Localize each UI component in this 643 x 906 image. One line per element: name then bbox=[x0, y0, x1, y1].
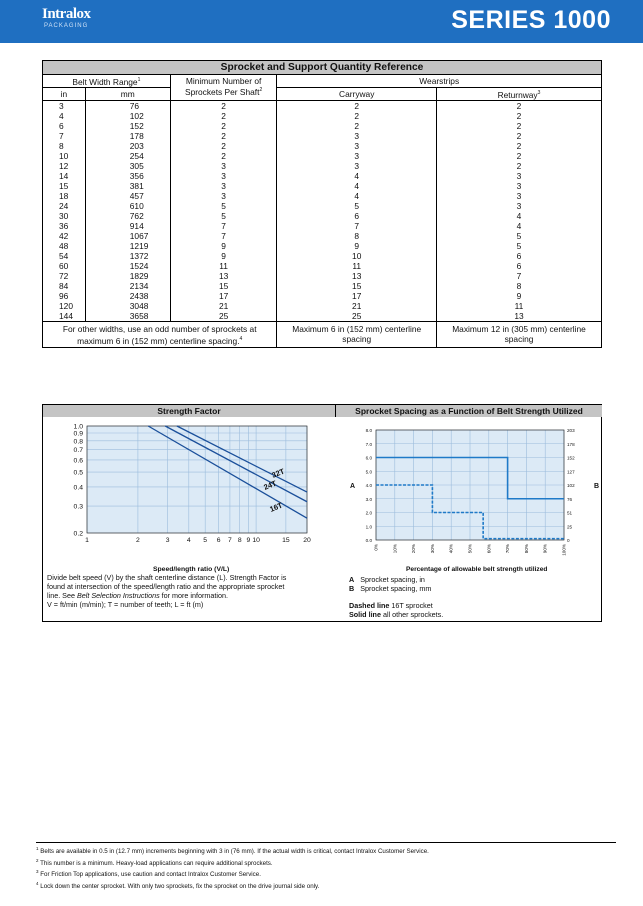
cell-min-sprockets: 13 bbox=[170, 271, 277, 281]
table-row bbox=[43, 151, 602, 161]
spacing-y-right-tick: 102 bbox=[567, 483, 575, 488]
strength-x-tick: 8 bbox=[237, 537, 242, 544]
table-body bbox=[43, 100, 602, 321]
col-unit-mm: mm bbox=[85, 87, 170, 100]
cell-min-sprockets: 3 bbox=[170, 171, 277, 181]
spacing-axis-b-label: B bbox=[594, 483, 600, 490]
table-row bbox=[43, 221, 602, 231]
table-row bbox=[43, 191, 602, 201]
spacing-y-right-tick: 76 bbox=[567, 496, 573, 502]
table-foot-carryway: Maximum 6 in (152 mm) centerline spacing bbox=[277, 321, 437, 348]
strength-x-tick: 15 bbox=[282, 537, 290, 544]
cell-min-sprockets: 3 bbox=[170, 161, 277, 171]
footnote: $^4$ Lock down the center sprocket. With only two sprockets, fix the sprocket on the drive journal side only. bbox=[36, 880, 320, 891]
strength-x-tick: 3 bbox=[165, 537, 170, 544]
spacing-x-tick: 90% bbox=[542, 544, 548, 554]
cell-carryway: 4 bbox=[277, 171, 437, 181]
legend-dashed: Dashed line 16T sprocket bbox=[349, 601, 433, 610]
series-title: SERIES 1000 bbox=[451, 6, 611, 34]
strength-x-tick: 7 bbox=[228, 537, 232, 544]
cell-returnway: 9 bbox=[437, 291, 602, 301]
cell-mm: 1067 bbox=[85, 231, 170, 241]
cell-mm: 2134 bbox=[85, 281, 170, 291]
table-row bbox=[43, 141, 602, 151]
cell-mm: 610 bbox=[85, 201, 170, 211]
cell-min-sprockets: 9 bbox=[170, 251, 277, 261]
cell-mm: 457 bbox=[85, 191, 170, 201]
table-row bbox=[43, 241, 602, 251]
spacing-y-right-tick: 178 bbox=[567, 441, 575, 447]
cell-carryway: 5 bbox=[277, 201, 437, 211]
cell-returnway: 4 bbox=[437, 221, 602, 231]
table-row bbox=[43, 161, 602, 171]
cell-in: 96 bbox=[43, 291, 86, 301]
cell-in: 10 bbox=[43, 151, 86, 161]
cell-min-sprockets: 2 bbox=[170, 131, 277, 141]
cell-min-sprockets: 2 bbox=[170, 111, 277, 121]
cell-in: 30 bbox=[43, 211, 86, 221]
cell-in: 84 bbox=[43, 281, 86, 291]
cell-mm: 1219 bbox=[85, 241, 170, 251]
col-unit-in: in bbox=[43, 87, 86, 100]
spacing-legend bbox=[349, 575, 443, 619]
table-row bbox=[43, 261, 602, 271]
cell-carryway: 25 bbox=[277, 311, 437, 322]
spacing-y-right-tick: 25 bbox=[567, 524, 573, 530]
col-wearstrips: Wearstrips bbox=[277, 75, 602, 88]
cell-mm: 76 bbox=[85, 100, 170, 111]
intralox-logo-subtext: PACKAGING bbox=[44, 23, 89, 29]
cell-returnway: 8 bbox=[437, 281, 602, 291]
strength-y-tick: 0.5 bbox=[73, 469, 83, 477]
cell-in: 48 bbox=[43, 241, 86, 251]
strength-curve-label: 24T bbox=[262, 478, 278, 492]
cell-min-sprockets: 3 bbox=[170, 181, 277, 191]
table-foot-other-widths: For other widths, use an odd number of sprockets at maximum 6 in (152 mm) centerline spacing.$^4$ bbox=[43, 321, 277, 348]
cell-returnway: 13 bbox=[437, 311, 602, 322]
cell-carryway: 3 bbox=[277, 141, 437, 151]
cell-returnway: 6 bbox=[437, 251, 602, 261]
sprocket-spacing-title: Sprocket Spacing as a Function of Belt Strength Utilized bbox=[336, 405, 602, 417]
table-row bbox=[43, 271, 602, 281]
cell-in: 42 bbox=[43, 231, 86, 241]
spacing-axis-a-label: A bbox=[350, 483, 356, 490]
table-row bbox=[43, 211, 602, 221]
legend-solid: Solid line all other sprockets. bbox=[349, 610, 444, 619]
cell-returnway: 2 bbox=[437, 151, 602, 161]
cell-returnway: 6 bbox=[437, 261, 602, 271]
table-row bbox=[43, 311, 602, 322]
strength-x-tick: 2 bbox=[136, 537, 140, 544]
cell-carryway: 2 bbox=[277, 100, 437, 111]
table-row bbox=[43, 301, 602, 311]
strength-y-tick: 0.8 bbox=[73, 438, 83, 446]
cell-returnway: 5 bbox=[437, 231, 602, 241]
cell-in: 7 bbox=[43, 131, 86, 141]
cell-in: 120 bbox=[43, 301, 86, 311]
cell-mm: 356 bbox=[85, 171, 170, 181]
cell-min-sprockets: 3 bbox=[170, 191, 277, 201]
cell-min-sprockets: 2 bbox=[170, 121, 277, 131]
cell-returnway: 3 bbox=[437, 191, 602, 201]
cell-mm: 762 bbox=[85, 211, 170, 221]
charts-panel bbox=[42, 404, 602, 622]
table-row bbox=[43, 100, 602, 111]
cell-carryway: 8 bbox=[277, 231, 437, 241]
spacing-y-right-tick: 203 bbox=[567, 428, 575, 433]
cell-carryway: 21 bbox=[277, 301, 437, 311]
cell-min-sprockets: 25 bbox=[170, 311, 277, 322]
cell-min-sprockets: 7 bbox=[170, 231, 277, 241]
page-header bbox=[0, 0, 643, 43]
spacing-x-tick: 30% bbox=[429, 544, 435, 554]
spacing-y-left-tick: 6.0 bbox=[365, 455, 372, 461]
cell-mm: 3658 bbox=[85, 311, 170, 322]
table-row bbox=[43, 251, 602, 261]
cell-min-sprockets: 5 bbox=[170, 201, 277, 211]
cell-min-sprockets: 17 bbox=[170, 291, 277, 301]
cell-min-sprockets: 21 bbox=[170, 301, 277, 311]
strength-curve-label: 32T bbox=[270, 466, 286, 480]
strength-y-tick: 0.6 bbox=[73, 457, 83, 465]
cell-mm: 152 bbox=[85, 121, 170, 131]
cell-in: 60 bbox=[43, 261, 86, 271]
cell-carryway: 3 bbox=[277, 131, 437, 141]
cell-min-sprockets: 2 bbox=[170, 141, 277, 151]
cell-mm: 305 bbox=[85, 161, 170, 171]
strength-y-tick: 0.7 bbox=[73, 447, 83, 455]
cell-carryway: 10 bbox=[277, 251, 437, 261]
table-row bbox=[43, 201, 602, 211]
cell-returnway: 5 bbox=[437, 241, 602, 251]
spacing-y-right-tick: 0 bbox=[567, 538, 570, 543]
table-row bbox=[43, 231, 602, 241]
strength-factor-title: Strength Factor bbox=[43, 405, 336, 417]
footnotes bbox=[36, 842, 616, 892]
strength-x-tick: 9 bbox=[246, 537, 251, 544]
cell-min-sprockets: 5 bbox=[170, 211, 277, 221]
spacing-y-left-tick: 0.0 bbox=[365, 538, 372, 543]
legend-b: B Sprocket spacing, mm bbox=[349, 584, 432, 593]
cell-in: 4 bbox=[43, 111, 86, 121]
spacing-x-tick: 50% bbox=[467, 544, 473, 554]
strength-x-tick: 10 bbox=[252, 537, 260, 544]
cell-in: 3 bbox=[43, 100, 86, 111]
cell-mm: 254 bbox=[85, 151, 170, 161]
table-row bbox=[43, 111, 602, 121]
table-row bbox=[43, 291, 602, 301]
cell-returnway: 2 bbox=[437, 100, 602, 111]
strength-y-tick: 0.4 bbox=[73, 484, 83, 492]
cell-in: 72 bbox=[43, 271, 86, 281]
spacing-y-right-tick: 51 bbox=[567, 510, 573, 516]
strength-x-tick: 4 bbox=[186, 537, 191, 544]
cell-carryway: 6 bbox=[277, 211, 437, 221]
cell-min-sprockets: 9 bbox=[170, 241, 277, 251]
cell-returnway: 2 bbox=[437, 111, 602, 121]
strength-y-tick: 1.0 bbox=[73, 423, 83, 431]
table-title: Sprocket and Support Quantity Reference bbox=[43, 61, 602, 75]
col-carryway: Carryway bbox=[277, 87, 437, 100]
col-belt-width: Belt Width Range$^1$ bbox=[43, 75, 171, 88]
spacing-x-tick: 40% bbox=[448, 544, 454, 554]
cell-mm: 914 bbox=[85, 221, 170, 231]
cell-mm: 3048 bbox=[85, 301, 170, 311]
cell-mm: 1372 bbox=[85, 251, 170, 261]
cell-mm: 178 bbox=[85, 131, 170, 141]
col-min-sprockets: Minimum Number of Sprockets Per Shaft$^2$ bbox=[170, 75, 277, 101]
cell-in: 8 bbox=[43, 141, 86, 151]
cell-carryway: 2 bbox=[277, 121, 437, 131]
sprocket-spacing-chart bbox=[336, 418, 602, 565]
table-row bbox=[43, 131, 602, 141]
strength-x-tick: 1 bbox=[85, 537, 89, 544]
spacing-x-tick: 60% bbox=[486, 544, 492, 554]
cell-mm: 102 bbox=[85, 111, 170, 121]
spacing-y-left-tick: 2.0 bbox=[365, 510, 372, 516]
footnote: $^3$ For Friction Top applications, use caution and contact Intralox Customer Service. bbox=[36, 869, 261, 879]
strength-y-tick: 0.9 bbox=[73, 430, 83, 438]
cell-in: 15 bbox=[43, 181, 86, 191]
cell-returnway: 2 bbox=[437, 121, 602, 131]
cell-min-sprockets: 2 bbox=[170, 151, 277, 161]
spacing-y-left-tick: 1.0 bbox=[365, 524, 372, 530]
cell-returnway: 7 bbox=[437, 271, 602, 281]
strength-xlabel: Speed/length ratio (V/L) bbox=[153, 566, 230, 573]
table-row bbox=[43, 281, 602, 291]
cell-mm: 2438 bbox=[85, 291, 170, 301]
cell-returnway: 11 bbox=[437, 301, 602, 311]
cell-returnway: 2 bbox=[437, 161, 602, 171]
cell-returnway: 3 bbox=[437, 201, 602, 211]
cell-returnway: 2 bbox=[437, 141, 602, 151]
spacing-x-tick: 0% bbox=[373, 544, 379, 551]
strength-description: Divide belt speed (V) by the shaft centerline distance (L). Strength Factor is found at intersection of the speed/length ratio and the appropriate sprocket line. See Belt Selection Instructions for more information. V = ft/min (m/min); T = number of teeth; L = ft (m) bbox=[47, 573, 287, 609]
cell-in: 12 bbox=[43, 161, 86, 171]
cell-min-sprockets: 15 bbox=[170, 281, 277, 291]
cell-returnway: 2 bbox=[437, 131, 602, 141]
strength-y-tick: 0.3 bbox=[73, 503, 83, 511]
footnote: $^2$ This number is a minimum. Heavy-load applications can require additional sprockets. bbox=[36, 857, 273, 867]
cell-in: 54 bbox=[43, 251, 86, 261]
spacing-x-tick: 80% bbox=[523, 544, 529, 554]
cell-carryway: 3 bbox=[277, 151, 437, 161]
spacing-y-left-tick: 8.0 bbox=[365, 428, 372, 433]
cell-in: 6 bbox=[43, 121, 86, 131]
intralox-logo: Intralox bbox=[42, 6, 91, 22]
cell-carryway: 7 bbox=[277, 221, 437, 231]
cell-carryway: 2 bbox=[277, 111, 437, 121]
spacing-y-left-tick: 7.0 bbox=[365, 441, 372, 447]
footnote: $^1$ Belts are available in 0.5 in (12.7 mm) increments beginning with 3 in (76 mm). If the actual width is critical, contact Intralox Customer Service. bbox=[36, 846, 429, 856]
cell-carryway: 17 bbox=[277, 291, 437, 301]
cell-min-sprockets: 2 bbox=[170, 100, 277, 111]
spacing-x-tick: 10% bbox=[392, 544, 398, 554]
strength-x-tick: 6 bbox=[216, 537, 221, 544]
cell-in: 36 bbox=[43, 221, 86, 231]
spacing-x-tick: 20% bbox=[411, 544, 417, 554]
spacing-y-left-tick: 4.0 bbox=[365, 483, 372, 488]
legend-a: A Sprocket spacing, in bbox=[349, 575, 425, 584]
cell-mm: 1829 bbox=[85, 271, 170, 281]
cell-carryway: 15 bbox=[277, 281, 437, 291]
sprocket-support-table bbox=[42, 60, 602, 348]
spacing-x-tick: 100% bbox=[561, 544, 567, 556]
col-returnway: Returnway$^3$ bbox=[437, 87, 602, 100]
cell-returnway: 3 bbox=[437, 171, 602, 181]
cell-mm: 381 bbox=[85, 181, 170, 191]
cell-carryway: 4 bbox=[277, 181, 437, 191]
spacing-y-right-tick: 127 bbox=[567, 469, 575, 475]
table-row bbox=[43, 181, 602, 191]
cell-min-sprockets: 11 bbox=[170, 261, 277, 271]
spacing-y-left-tick: 3.0 bbox=[365, 496, 372, 502]
cell-returnway: 3 bbox=[437, 181, 602, 191]
strength-x-tick: 5 bbox=[203, 537, 208, 544]
cell-returnway: 4 bbox=[437, 211, 602, 221]
spacing-y-right-tick: 152 bbox=[567, 455, 575, 461]
table-row bbox=[43, 171, 602, 181]
cell-carryway: 4 bbox=[277, 191, 437, 201]
cell-min-sprockets: 7 bbox=[170, 221, 277, 231]
cell-in: 18 bbox=[43, 191, 86, 201]
cell-carryway: 3 bbox=[277, 161, 437, 171]
spacing-xlabel: Percentage of allowable belt strength utilized bbox=[406, 566, 548, 573]
cell-carryway: 11 bbox=[277, 261, 437, 271]
strength-x-tick: 20 bbox=[303, 537, 311, 544]
spacing-y-left-tick: 5.0 bbox=[365, 469, 372, 475]
cell-mm: 203 bbox=[85, 141, 170, 151]
table-foot-returnway: Maximum 12 in (305 mm) centerline spacing bbox=[437, 321, 602, 348]
cell-in: 24 bbox=[43, 201, 86, 211]
cell-carryway: 13 bbox=[277, 271, 437, 281]
strength-curve-label: 16T bbox=[268, 500, 284, 514]
strength-factor-chart bbox=[43, 418, 335, 565]
spacing-x-tick: 70% bbox=[505, 544, 511, 554]
cell-carryway: 9 bbox=[277, 241, 437, 251]
cell-in: 14 bbox=[43, 171, 86, 181]
strength-y-tick: 0.2 bbox=[73, 530, 83, 538]
cell-mm: 1524 bbox=[85, 261, 170, 271]
cell-in: 144 bbox=[43, 311, 86, 322]
table-row bbox=[43, 121, 602, 131]
